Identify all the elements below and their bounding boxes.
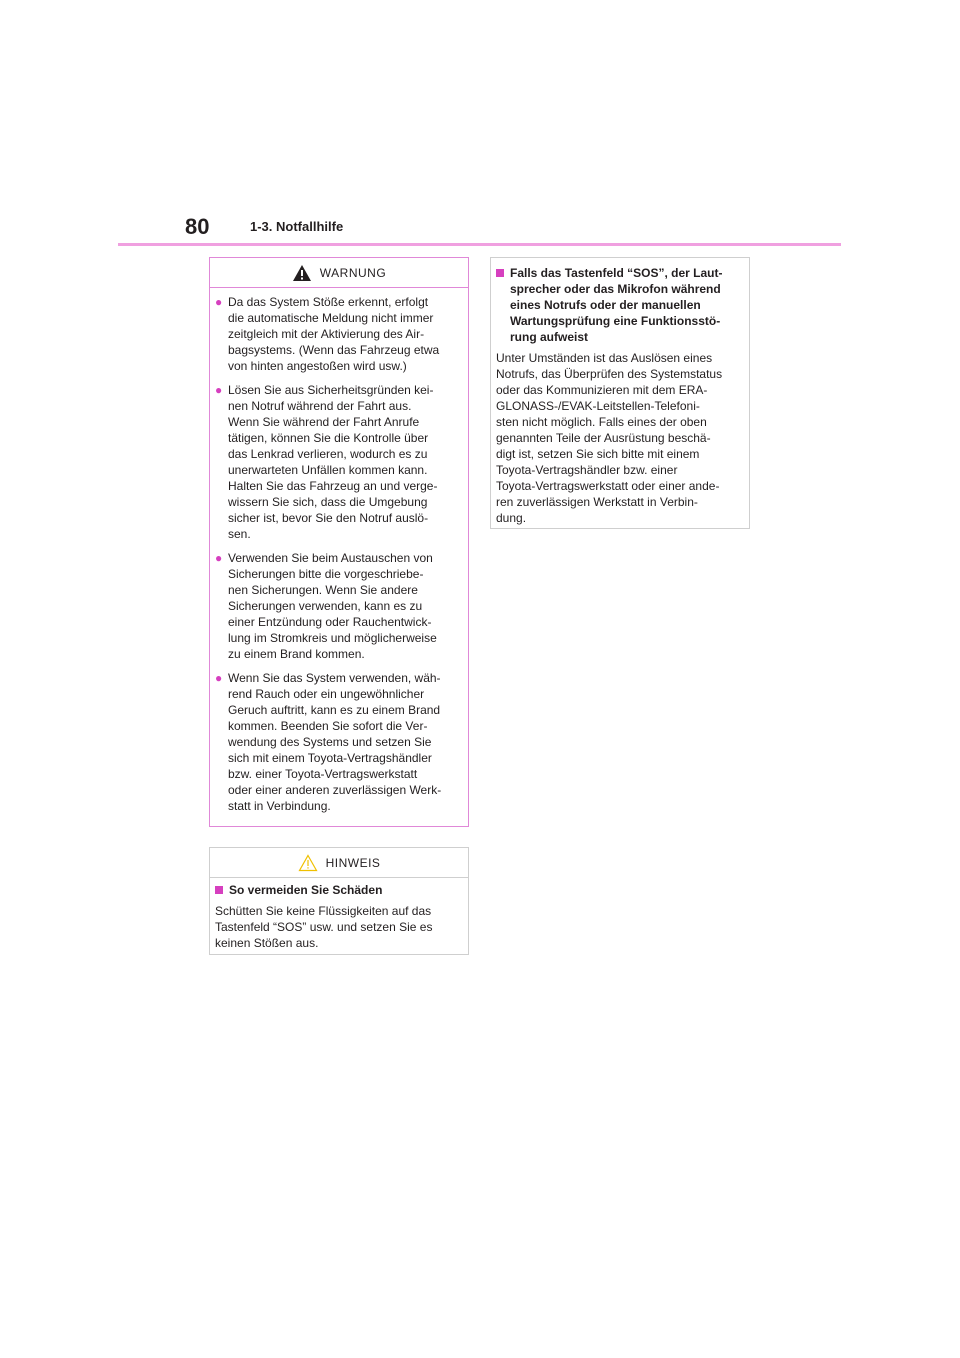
warning-item (215, 550, 463, 662)
notice-heading (215, 882, 463, 898)
info-heading-text: Falls das Tastenfeld “SOS”, der Laut- sprecher oder das Mikrofon während eines Notrufs oder der manuellen Wartungsprüfung eine Funktionsstö- rung aufweist (510, 266, 723, 344)
notice-heading-text: So vermeiden Sie Schäden (229, 883, 383, 897)
warning-box (209, 257, 469, 827)
header-rule (118, 243, 841, 246)
bullet-icon: ● (215, 671, 223, 685)
warning-title: WARNUNG (319, 265, 387, 280)
info-box (490, 257, 750, 529)
warning-item (215, 382, 463, 542)
warning-item (215, 294, 463, 374)
warning-item-text: Da das System Stöße erkennt, erfolgt die automatische Meldung nicht immer zeitgleich mit der Aktivierung des Air- bagsystems. (Wenn das Fahrzeug etwa von hinten angestoßen wird usw.) (228, 295, 440, 373)
page-number: 80 (185, 214, 210, 239)
bullet-icon: ● (215, 295, 223, 309)
info-heading (496, 265, 744, 345)
bullet-icon: ● (215, 383, 223, 397)
notice-box (209, 847, 469, 955)
warning-item-text: Lösen Sie aus Sicherheitsgründen kei- nen Notruf während der Fahrt aus. Wenn Sie während der Fahrt Anrufe tätigen, können Sie die Kontrolle über das Lenkrad verlieren, wodurch es zu unerwarteten Unfällen kommen kann. Halten Sie das Fahrzeug an und verge- wissern Sie sich, dass die Umgebung sicher ist, bevor Sie den Notruf auslö- sen. (228, 383, 438, 541)
info-text: Unter Umständen ist das Auslösen eines Notrufs, das Überprüfen des Systemstatus oder das Kommunizieren mit dem ERA- GLONASS-/EVAK-Leitstellen-Telefoni- sten nicht möglich. Falls eines der oben genannten Teile der Ausrüstung beschä- digt ist, setzen Sie sich bitte mit einem Toyota-Vertragshändler bzw. einer Toyota-Vertragswerkstatt oder einer ande- ren zuverlässigen Werkstatt in Verbin- dung. (496, 351, 723, 525)
warning-header (210, 258, 468, 288)
warning-triangle-icon (292, 264, 312, 282)
section-title: 1-3. Notfallhilfe (250, 219, 344, 234)
caution-triangle-icon (298, 854, 318, 872)
warning-item (215, 670, 463, 814)
notice-title: HINWEIS (325, 855, 381, 870)
warning-body (210, 288, 468, 814)
info-body (491, 258, 749, 526)
notice-text: Schütten Sie keine Flüssigkeiten auf das Tastenfeld “SOS” usw. und setzen Sie es keinen Stößen aus. (215, 904, 433, 950)
warning-item-text: Wenn Sie das System verwenden, wäh- rend Rauch oder ein ungewöhnlicher Geruch auftritt, kann es zu einem Brand kommen. Beenden Sie sofort die Ver- wendung des Systems und setzen Sie sich mit einem Toyota-Vertragshändler bzw. einer Toyota-Vertragswerkstatt oder einer anderen zuverlässigen Werk- statt in Verbindung. (228, 671, 442, 813)
warning-item-text: Verwenden Sie beim Austauschen von Sicherungen bitte die vorgeschriebe- nen Sicherungen. Wenn Sie andere Sicherungen verwenden, kann es zu einer Entzündung oder Rauchentwick- lung im Stromkreis und möglicherweise zu einem Brand kommen. (228, 551, 437, 661)
square-bullet-icon (496, 269, 507, 277)
notice-body (210, 878, 468, 951)
notice-header (210, 848, 468, 878)
square-bullet-icon (215, 886, 226, 894)
bullet-icon: ● (215, 551, 223, 565)
